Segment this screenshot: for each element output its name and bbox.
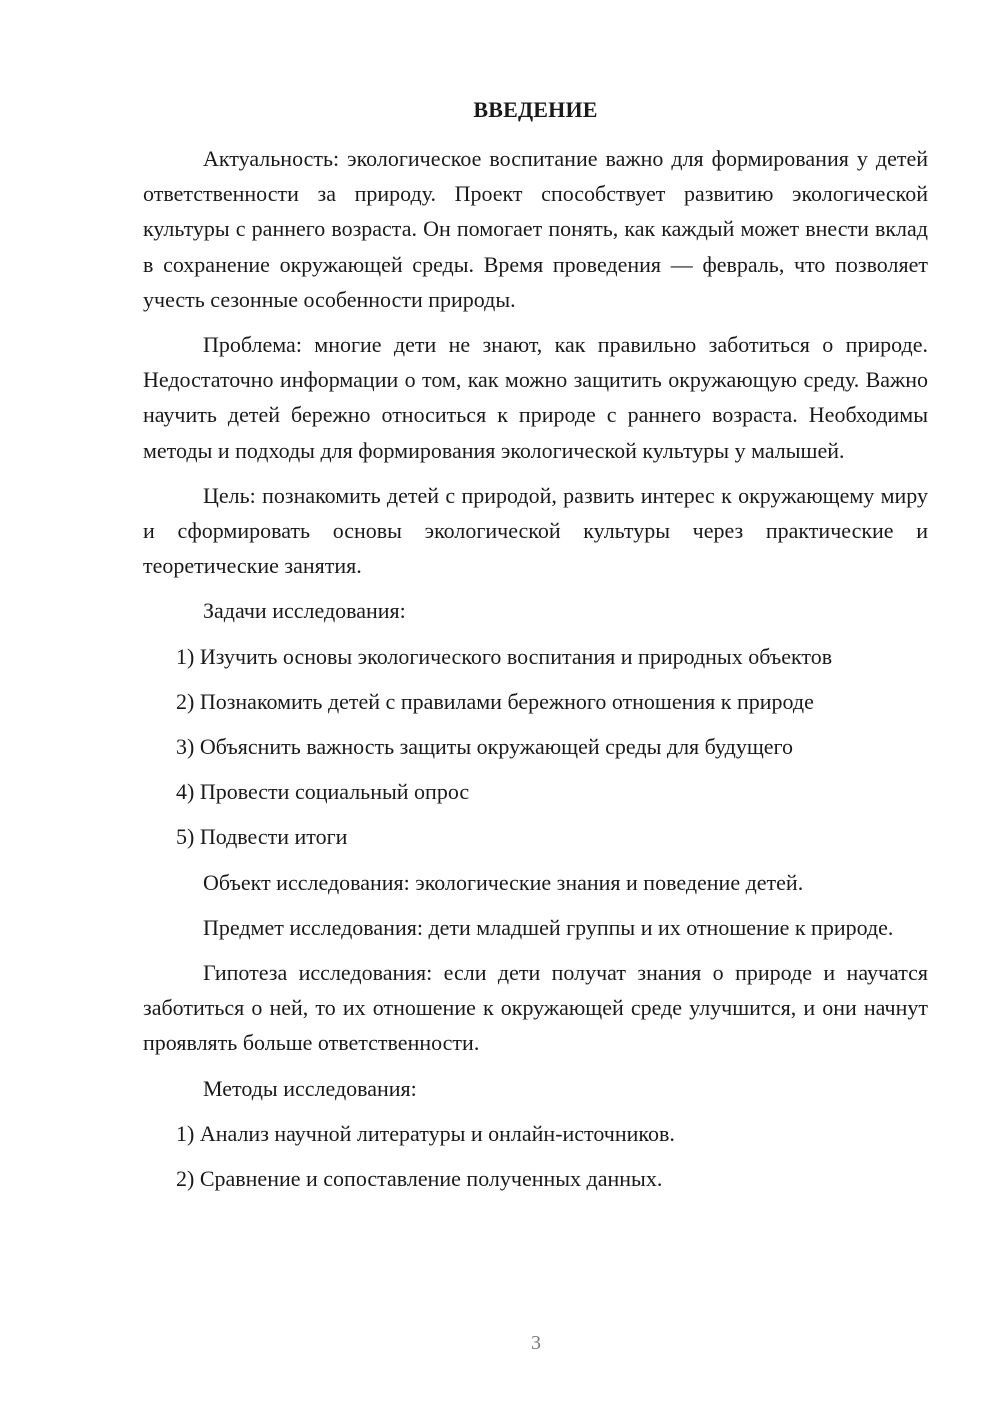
page-number: 3: [531, 1332, 541, 1354]
tasks-heading: Задачи исследования:: [203, 598, 406, 624]
paragraph-hypothesis: Гипотеза исследования: если дети получат знания о природе и научатся заботиться о ней, то их отношение к окружающей среде улучшится, и они начнут проявлять больше ответственности.: [143, 960, 928, 1056]
document-page: [143, 93, 928, 1196]
list-item-task-5: 5) Подвести итоги: [176, 824, 348, 850]
paragraph-problem: Проблема: многие дети не знают, как правильно заботиться о природе. Недостаточно информации о том, как можно защитить окружающую среду. Важно научить детей бережно относиться к природе с раннего возраста. Необходимы методы и подходы для формирования экологической культуры у малышей.: [143, 332, 928, 463]
list-item-task-2: 2) Познакомить детей с правилами бережного отношения к природе: [176, 688, 814, 714]
methods-heading: Методы исследования:: [203, 1075, 417, 1101]
list-item-task-4: 4) Провести социальный опрос: [176, 779, 470, 805]
paragraph-relevance: Актуальность: экологическое воспитание важно для формирования у детей ответственности за природу. Проект способствует развитию экологической культуры с раннего возраста. Он помогает понять, как каждый может внести вклад в сохранение окружающей среды. Время проведения — февраль, что позволяет учесть сезонные особенности природы.: [143, 146, 928, 312]
paragraph-goal: Цель: познакомить детей с природой, развить интерес к окружающему миру и сформировать основы экологической культуры через практические и теоретические занятия.: [143, 482, 928, 579]
section-title: ВВЕДЕНИЕ: [473, 97, 598, 122]
list-item-method-2: 2) Сравнение и сопоставление полученных данных.: [176, 1166, 663, 1192]
list-item-task-1: 1) Изучить основы экологического воспитания и природных объектов: [176, 643, 833, 669]
paragraph-subject: Предмет исследования: дети младшей группы и их отношение к природе.: [203, 914, 894, 940]
paragraph-object: Объект исследования: экологические знания и поведение детей.: [203, 869, 804, 895]
list-item-method-1: 1) Анализ научной литературы и онлайн-источников.: [176, 1120, 675, 1146]
list-item-task-3: 3) Объяснить важность защиты окружающей среды для будущего: [176, 734, 794, 760]
